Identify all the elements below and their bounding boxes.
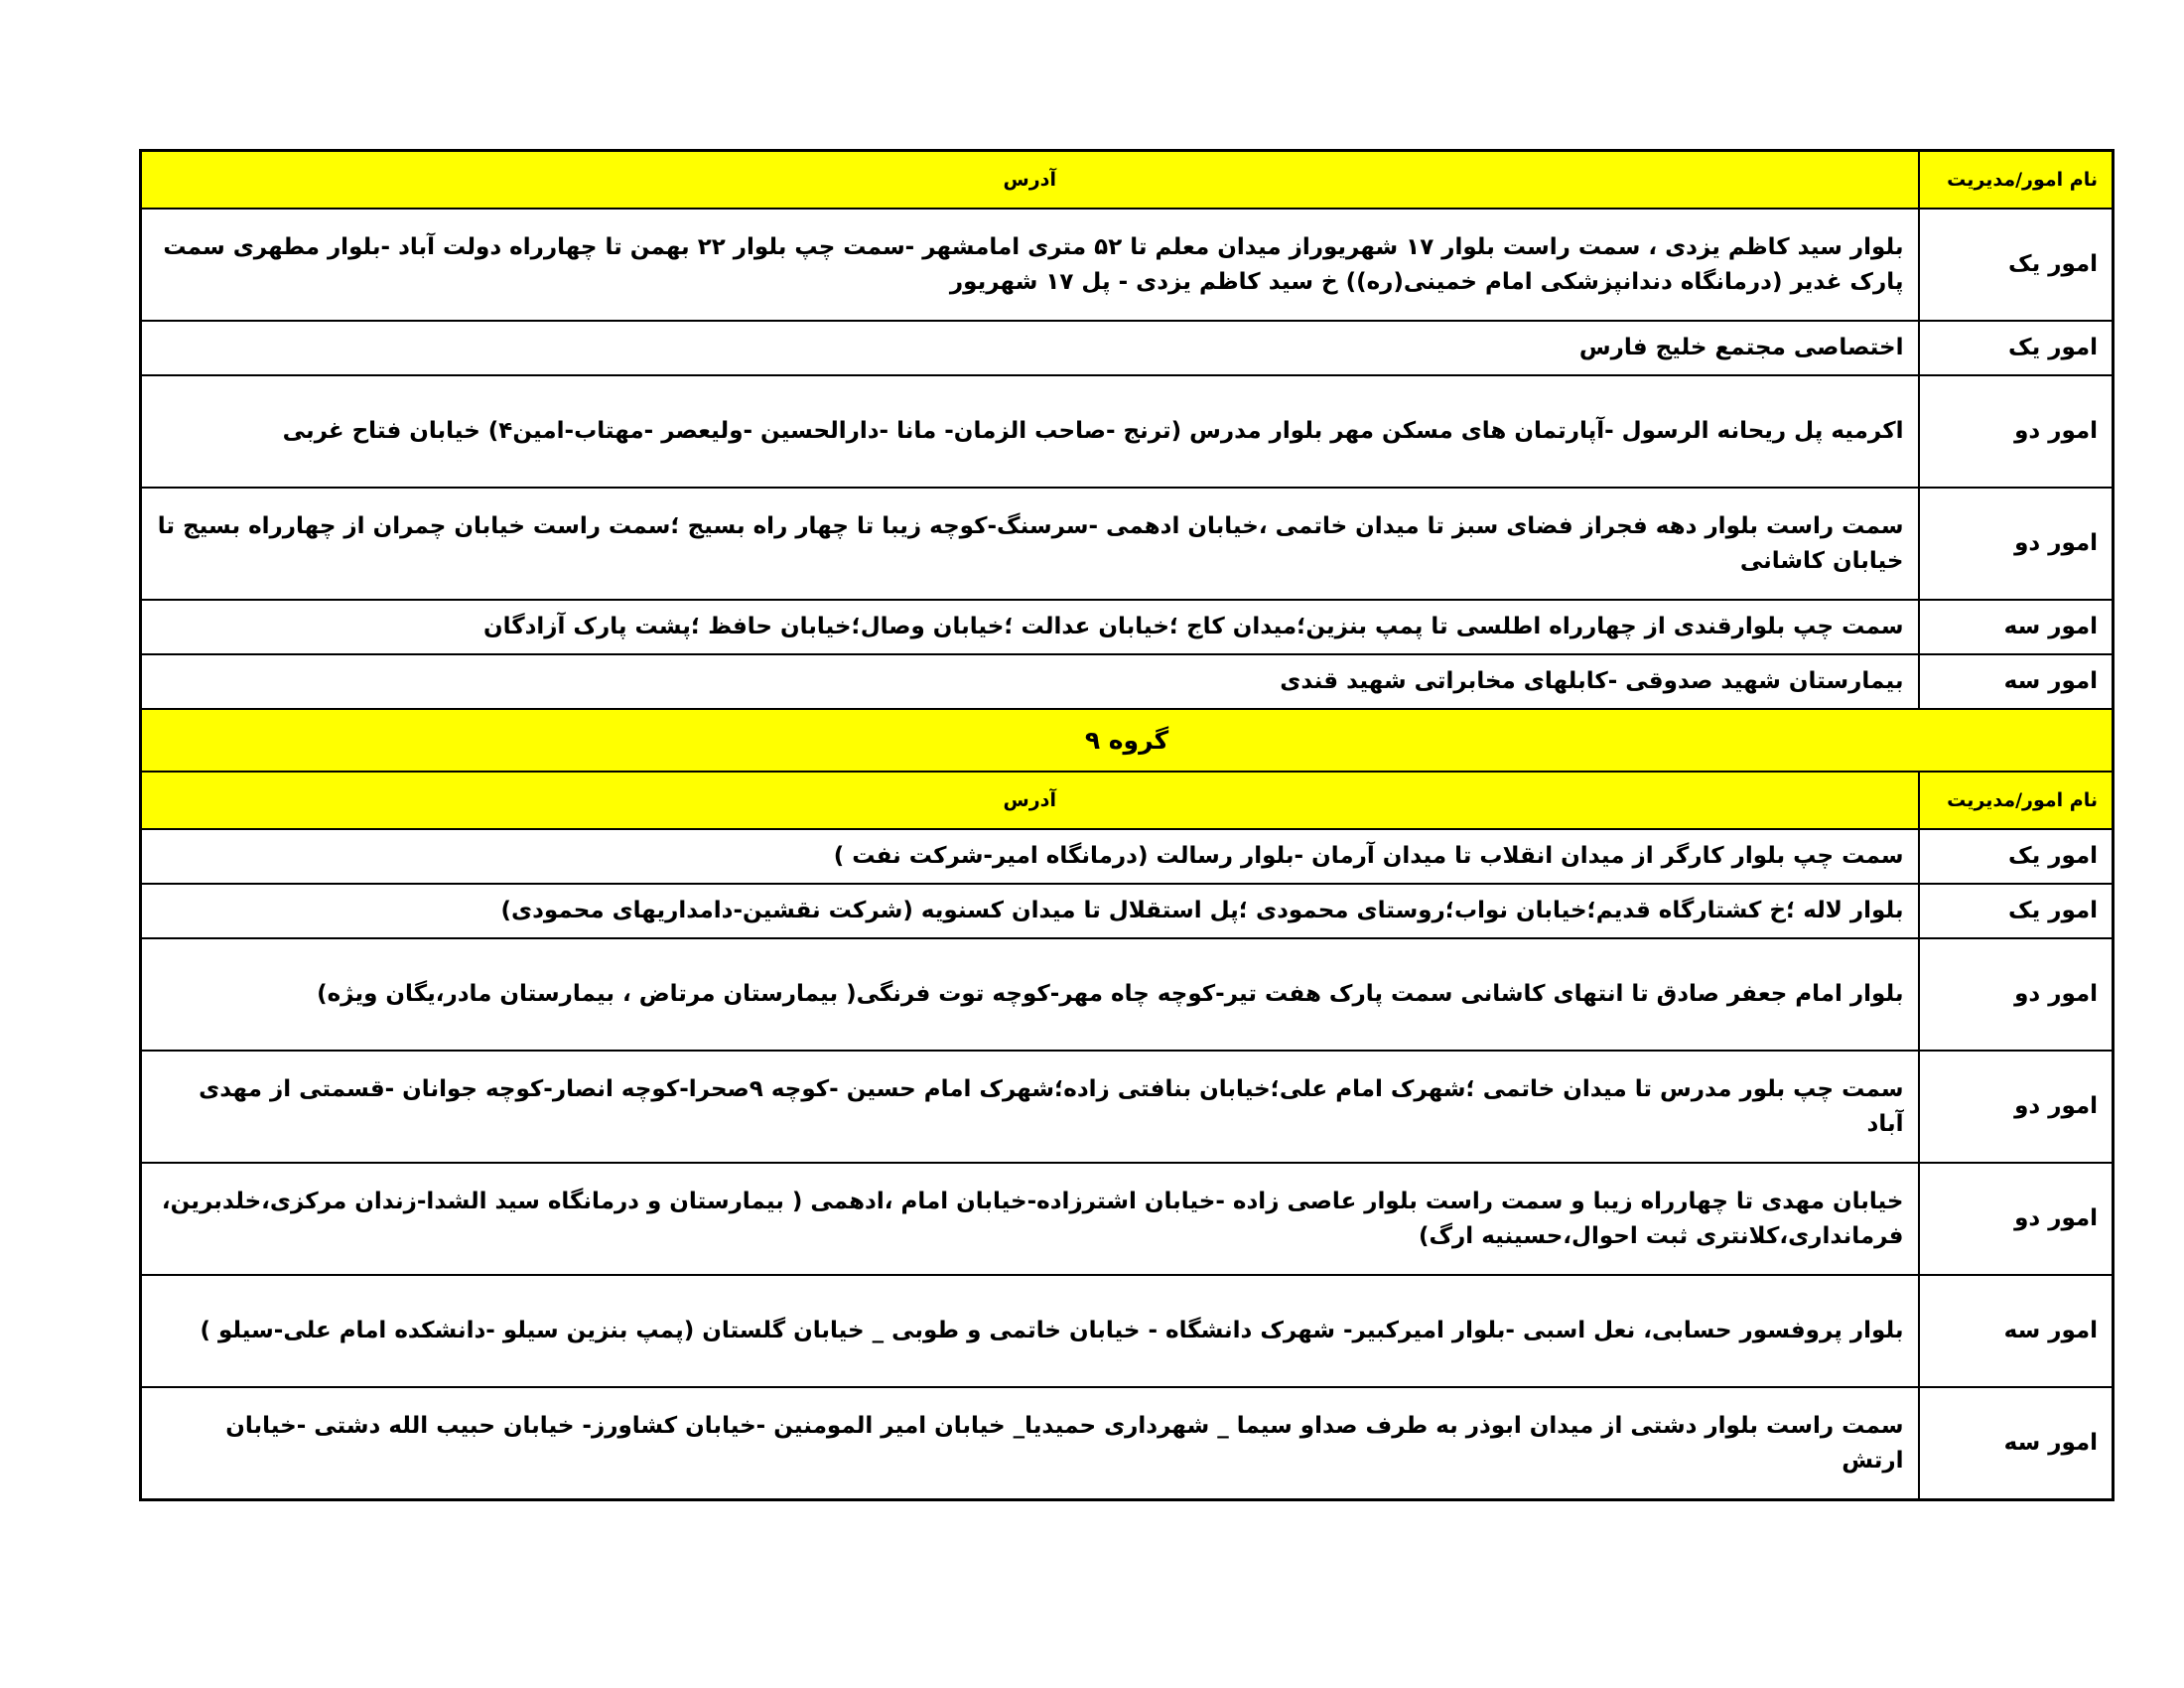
dept-cell: امور سه — [1919, 654, 2114, 709]
group-heading-row — [141, 709, 2114, 772]
address-cell: خیابان مهدی تا چهارراه زیبا و سمت راست بلوار عاصی زاده -خیابان اشترزاده-خیابان امام ،ادهمی ( بیمارستان و درمانگاه سید الشدا-زندان مرکزی،خلدبرین، فرمانداری،کلانتری ثبت احوال،حسینیه ارگ) — [141, 1163, 1919, 1275]
table-row — [141, 829, 2114, 884]
table-row — [141, 375, 2114, 488]
address-cell: سمت راست بلوار دهه فجراز فضای سبز تا میدان خاتمی ،خیابان ادهمی -سرسنگ-کوچه زیبا تا چهار راه بسیج ؛سمت راست خیابان چمران از چهارراه بسیج تا خیابان کاشانی — [141, 488, 1919, 600]
table-row — [141, 1387, 2114, 1500]
address-cell: بیمارستان شهید صدوقی -کابلهای مخابراتی شهید قندی — [141, 654, 1919, 709]
table-row — [141, 654, 2114, 709]
table-header-row — [141, 151, 2114, 210]
dept-cell: امور یک — [1919, 829, 2114, 884]
address-cell: سمت چپ بلوارقندی از چهارراه اطلسی تا پمپ بنزین؛میدان کاج ؛خیابان عدالت ؛خیابان وصال؛خیابان حافظ ؛پشت پارک آزادگان — [141, 600, 1919, 654]
table-row — [141, 209, 2114, 321]
dept-cell: امور دو — [1919, 938, 2114, 1051]
table-row — [141, 321, 2114, 375]
table-row — [141, 1051, 2114, 1163]
header-address: آدرس — [141, 151, 1919, 210]
table-row — [141, 884, 2114, 938]
dept-cell: امور یک — [1919, 321, 2114, 375]
address-cell: بلوار لاله ؛خ کشتارگاه قدیم؛خیابان نواب؛روستای محمودی ؛پل استقلال تا میدان کسنویه (شرکت نقشین-دامداریهای محمودی) — [141, 884, 1919, 938]
address-cell: اختصاصی مجتمع خلیج فارس — [141, 321, 1919, 375]
table-row — [141, 1275, 2114, 1387]
header-dept-name: نام امور/مدیریت — [1919, 151, 2114, 210]
table-row — [141, 938, 2114, 1051]
address-cell: سمت چپ بلور مدرس تا میدان خاتمی ؛شهرک امام علی؛خیابان بنافتی زاده؛شهرک امام حسین -کوچه ۹صحرا-کوچه انصار-کوچه جوانان -قسمتی از مهدی آباد — [141, 1051, 1919, 1163]
dept-cell: امور سه — [1919, 1275, 2114, 1387]
address-cell: بلوار پروفسور حسابی، نعل اسبی -بلوار امیرکبیر- شهرک دانشگاه - خیابان خاتمی و طوبی _ خیابان گلستان (پمپ بنزین سیلو -دانشکده امام علی-سیلو ) — [141, 1275, 1919, 1387]
header-address: آدرس — [141, 772, 1919, 829]
dept-cell: امور یک — [1919, 209, 2114, 321]
table-row — [141, 600, 2114, 654]
district-address-table — [139, 149, 2115, 1501]
dept-cell: امور دو — [1919, 1163, 2114, 1275]
address-cell: سمت چپ بلوار کارگر از میدان انقلاب تا میدان آرمان -بلوار رسالت (درمانگاه امیر-شرکت نفت ) — [141, 829, 1919, 884]
group-title: گروه ۹ — [141, 709, 2114, 772]
dept-cell: امور سه — [1919, 1387, 2114, 1500]
address-cell: اکرمیه پل ریحانه الرسول -آپارتمان های مسکن مهر بلوار مدرس (ترنج -صاحب الزمان- مانا -دارالحسین -ولیعصر -مهتاب-امین۴) خیابان فتاح غربی — [141, 375, 1919, 488]
address-cell: بلوار سید کاظم یزدی ، سمت راست بلوار ۱۷ شهریوراز میدان معلم تا ۵۲ متری امامشهر -سمت چپ بلوار ۲۲ بهمن تا چهارراه دولت آباد -بلوار مطهری سمت پارک غدیر (درمانگاه دندانپزشکی امام خمینی(ره)) خ سید کاظم یزدی - پل ۱۷ شهریور — [141, 209, 1919, 321]
address-cell: سمت راست بلوار دشتی از میدان ابوذر به طرف صداو سیما _ شهرداری حمیدیا_ خیابان امیر المومنین -خیابان کشاورز- خیابان حبیب الله دشتی -خیابان ارتش — [141, 1387, 1919, 1500]
table-header-row — [141, 772, 2114, 829]
table-row — [141, 488, 2114, 600]
dept-cell: امور دو — [1919, 488, 2114, 600]
dept-cell: امور یک — [1919, 884, 2114, 938]
dept-cell: امور سه — [1919, 600, 2114, 654]
dept-cell: امور دو — [1919, 1051, 2114, 1163]
table-row — [141, 1163, 2114, 1275]
header-dept-name: نام امور/مدیریت — [1919, 772, 2114, 829]
dept-cell: امور دو — [1919, 375, 2114, 488]
address-cell: بلوار امام جعفر صادق تا انتهای کاشانی سمت پارک هفت تیر-کوچه چاه مهر-کوچه توت فرنگی( بیمارستان مرتاض ، بیمارستان مادر،یگان ویژه) — [141, 938, 1919, 1051]
